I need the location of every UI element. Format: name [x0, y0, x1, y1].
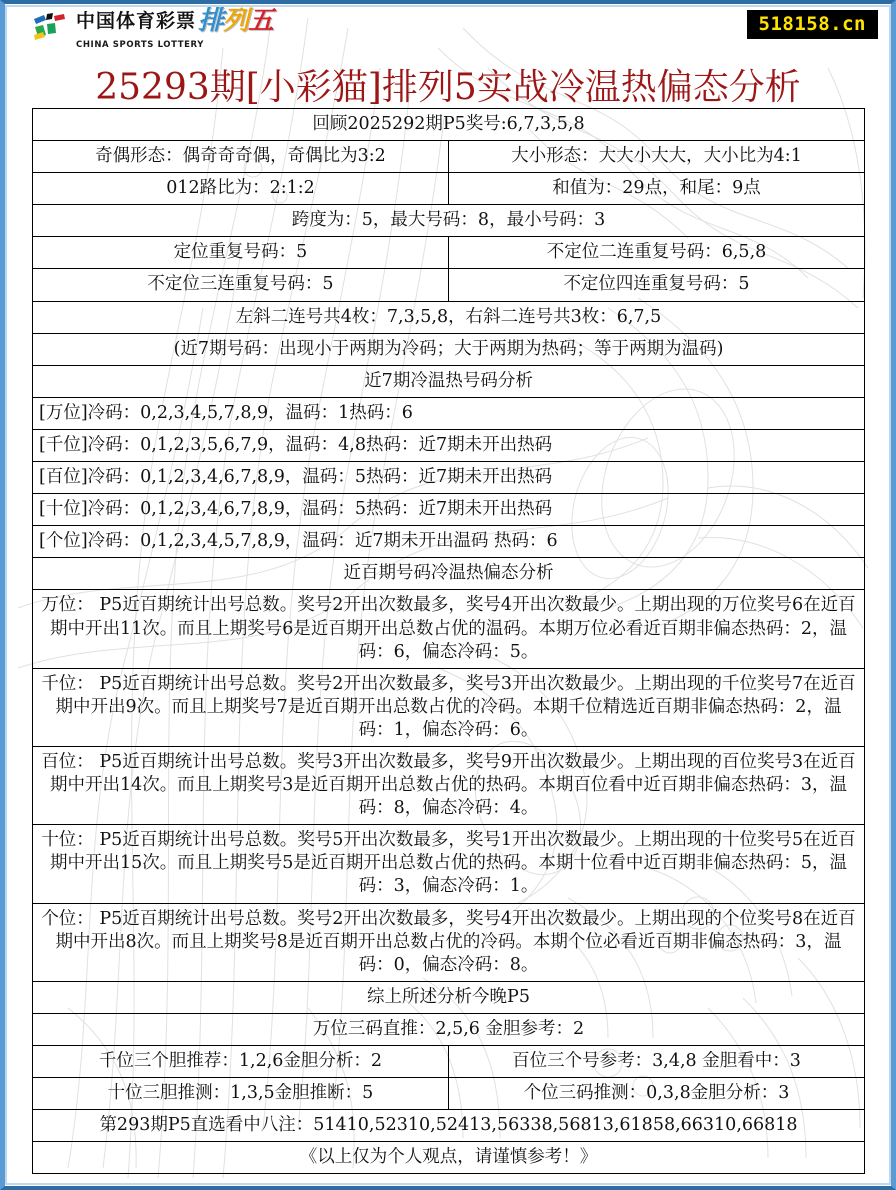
section-title-recent7: 近7期冷温热号码分析 [33, 365, 865, 397]
table-row [33, 397, 865, 429]
table-row [33, 205, 865, 237]
recent7-bai: [百位]冷码：0,1,2,3,4,6,7,8,9，温码：5热码：近7期未开出热码 [33, 462, 865, 494]
table-row [33, 1046, 865, 1078]
analysis-table [32, 108, 865, 1174]
table-row [33, 429, 865, 461]
table-row-section [33, 981, 865, 1013]
nonpositional-two-repeat: 不定位二连重复号码：6,5,8 [449, 237, 865, 269]
table-row-section [33, 558, 865, 590]
table-row [33, 590, 865, 668]
recent7-shi: [十位]冷码：0,1,2,3,4,6,7,8,9，温码：5热码：近7期未开出热码 [33, 494, 865, 526]
table-row [33, 825, 865, 903]
brand-name-cn: 中国体育彩票 [76, 9, 197, 32]
positional-repeat: 定位重复号码：5 [33, 237, 449, 269]
table-row [33, 1142, 865, 1174]
sports-lottery-logo-icon [30, 11, 70, 47]
page-header [0, 0, 896, 108]
cold-warm-hot-legend: (近7期号码：出现小于两期为冷码；大于两期为热码；等于两期为温码) [33, 333, 865, 365]
hundred-paragraph-bai: 百位： P5近百期统计出号总数。奖号3开出次数最多，奖号9开出次数最少。上期出现的百位奖号3在近百期中开出14次。而且上期奖号3是近百期开出总数占优的热码。本期百位看中近百期非偏态热码：3，温码：8，偏态冷码：4。 [33, 746, 865, 824]
site-badge: 518158.cn [747, 10, 878, 39]
table-row [33, 301, 865, 333]
summary-qian: 千位三个胆推荐：1,2,6金胆分析：2 [33, 1046, 449, 1078]
table-row [33, 526, 865, 558]
table-row [33, 903, 865, 981]
table-row [33, 1013, 865, 1045]
table-row [33, 173, 865, 205]
disclaimer: 《以上仅为个人观点，请谨慎参考！》 [33, 1142, 865, 1174]
table-row [33, 333, 865, 365]
summary-shi: 十位三胆推测：1,3,5金胆推断：5 [33, 1078, 449, 1110]
table-row [33, 668, 865, 746]
table-row [33, 462, 865, 494]
hundred-paragraph-wan: 万位： P5近百期统计出号总数。奖号2开出次数最多，奖号4开出次数最少。上期出现的万位奖号6在近百期中开出11次。而且上期奖号6是近百期开出总数占优的温码。本期万位必看近百期非偏态热码：2，温码：6，偏态冷码：5。 [33, 590, 865, 668]
direct-selection-eight-bets: 第293期P5直选看中八注：51410,52310,52413,56338,56813,61858,66310,66818 [33, 1110, 865, 1142]
logo-row [14, 8, 882, 58]
table-row [33, 237, 865, 269]
recent7-qian: [千位]冷码：0,1,2,3,5,6,7,9，温码：4,8热码：近7期未开出热码 [33, 429, 865, 461]
recent7-ge: [个位]冷码：0,1,2,3,4,5,7,8,9，温码：近7期未开出温码 热码：6 [33, 526, 865, 558]
table-row [33, 1110, 865, 1142]
table-row-review-headline [33, 109, 865, 141]
table-row-section [33, 365, 865, 397]
table-row [33, 269, 865, 301]
section-title-summary: 综上所述分析今晚P5 [33, 981, 865, 1013]
road-012-ratio: 012路比为：2:1:2 [33, 173, 449, 205]
brand-logo [14, 8, 273, 50]
review-headline: 回顾2025292期P5奖号:6,7,3,5,8 [33, 109, 865, 141]
summary-bai: 百位三个号参考：3,4,8 金胆看中：3 [449, 1046, 865, 1078]
summary-wan: 万位三码直推：2,5,6 金胆参考：2 [33, 1013, 865, 1045]
section-title-hundred: 近百期号码冷温热偏态分析 [33, 558, 865, 590]
table-row [33, 746, 865, 824]
recent7-wan: [万位]冷码：0,2,3,4,5,7,8,9，温码：1热码：6 [33, 397, 865, 429]
product-name-logo: 排列五 [198, 6, 274, 36]
span-max-min: 跨度为：5，最大号码：8，最小号码：3 [33, 205, 865, 237]
table-row [33, 1078, 865, 1110]
nonpositional-three-repeat: 不定位三连重复号码：5 [33, 269, 449, 301]
page-title: 25293期[小彩猫]排列5实战冷温热偏态分析 [95, 67, 801, 108]
odd-even-shape: 奇偶形态：偶奇奇奇偶，奇偶比为3:2 [33, 141, 449, 173]
hundred-paragraph-shi: 十位： P5近百期统计出号总数。奖号5开出次数最多，奖号1开出次数最少。上期出现的十位奖号5在近百期中开出15次。而且上期奖号5是近百期开出总数占优的热码。本期十位看中近百期非偏态热码：5，温码：3，偏态冷码：1。 [33, 825, 865, 903]
big-small-shape: 大小形态：大大小大大，大小比为4:1 [449, 141, 865, 173]
nonpositional-four-repeat: 不定位四连重复号码：5 [449, 269, 865, 301]
table-row [33, 494, 865, 526]
summary-ge: 个位三码推测：0,3,8金胆分析：3 [449, 1078, 865, 1110]
brand-text [76, 8, 273, 50]
brand-name-en: CHINA SPORTS LOTTERY [76, 40, 204, 50]
table-row [33, 141, 865, 173]
diagonal-pairs: 左斜二连号共4枚：7,3,5,8，右斜二连号共3枚：6,7,5 [33, 301, 865, 333]
sum-value: 和值为：29点，和尾：9点 [449, 173, 865, 205]
hundred-paragraph-qian: 千位： P5近百期统计出号总数。奖号2开出次数最多，奖号3开出次数最少。上期出现的千位奖号7在近百期中开出9次。而且上期奖号7是近百期开出总数占优的冷码。本期千位精选近百期非偏态热码：2，温码：1，偏态冷码：6。 [33, 668, 865, 746]
hundred-paragraph-ge: 个位： P5近百期统计出号总数。奖号2开出次数最多，奖号4开出次数最少。上期出现的个位奖号8在近百期中开出8次。而且上期奖号8是近百期开出总数占优的冷码。本期个位必看近百期非偏态热码：3，温码：0，偏态冷码：8。 [33, 903, 865, 981]
analysis-table-wrap [0, 108, 896, 1174]
